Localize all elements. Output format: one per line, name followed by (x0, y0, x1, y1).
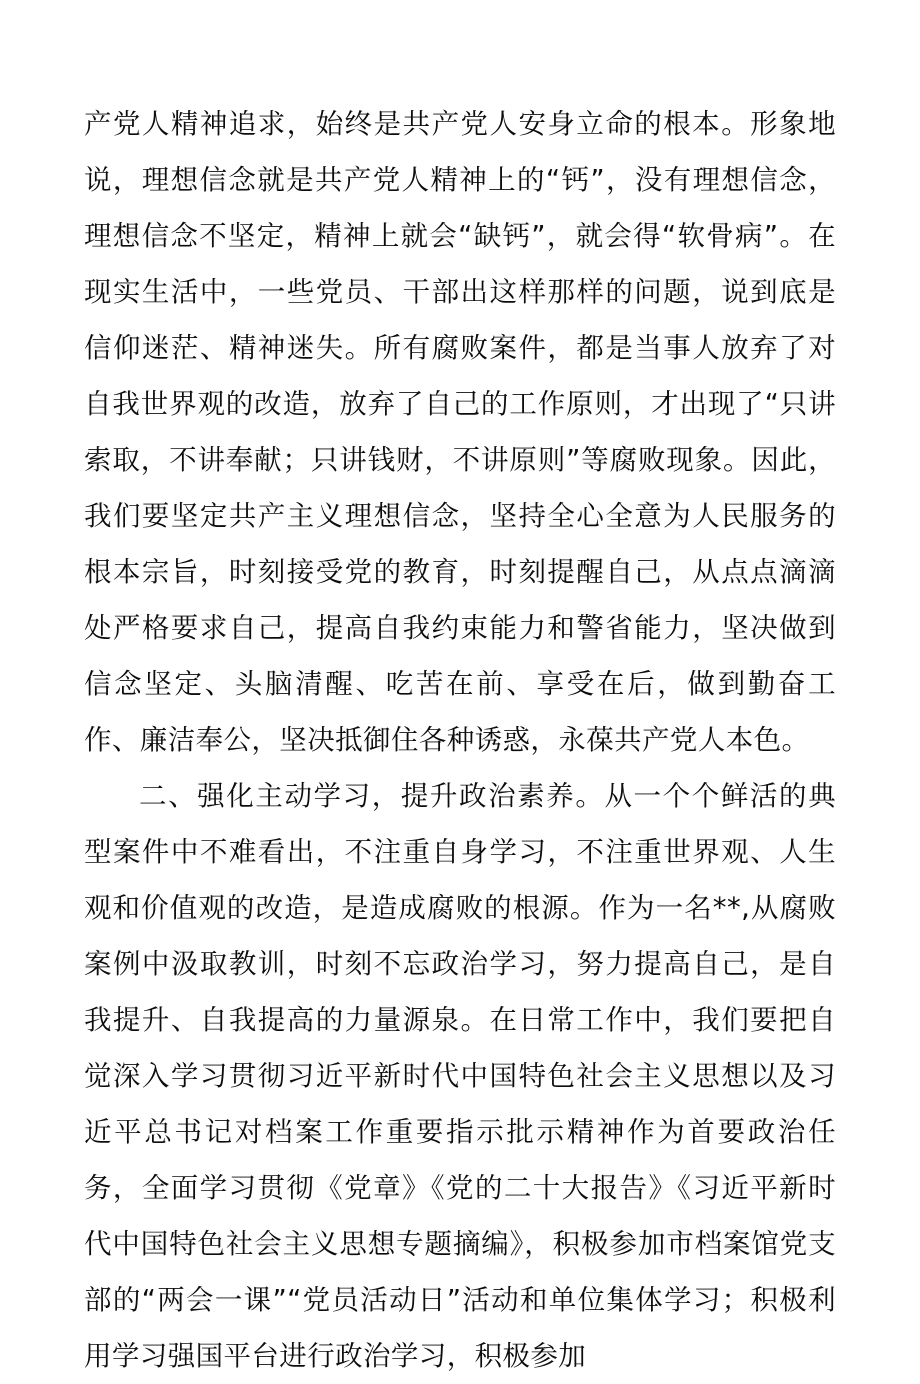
paragraph-continuation: 产党人精神追求，始终是共产党人安身立命的根本。形象地说，理想信念就是共产党人精神上的“钙”，没有理想信念，理想信念不坚定，精神上就会“缺钙”，就会得“软骨病”。在现实生活中，一些党员、干部出这样那样的问题，说到底是信仰迷茫、精神迷失。所有腐败案件，都是当事人放弃了对自我世界观的改造，放弃了自己的工作原则，才出现了“只讲索取，不讲奉献；只讲钱财，不讲原则”等腐败现象。因此，我们要坚定共产主义理想信念，坚持全心全意为人民服务的根本宗旨，时刻接受党的教育，时刻提醒自己，从点点滴滴处严格要求自己，提高自我约束能力和警省能力，坚决做到信念坚定、头脑清醒、吃苦在前、享受在后，做到勤奋工作、廉洁奉公，坚决抵御住各种诱惑，永葆共产党人本色。 (84, 108, 836, 756)
paragraph-section-two: 二、强化主动学习，提升政治素养。从一个个鲜活的典型案件中不难看出，不注重自身学习，不注重世界观、人生观和价值观的改造，是造成腐败的根源。作为一名**,从腐败案例中汲取教训，时刻不忘政治学习，努力提高自己，是自我提升、自我提高的力量源泉。在日常工作中，我们要把自觉深入学习贯彻习近平新时代中国特色社会主义思想以及习近平总书记对档案工作重要指示批示精神作为首要政治任务，全面学习贯彻《党章》《党的二十大报告》《习近平新时代中国特色社会主义思想专题摘编》，积极参加市档案馆党支部的“两会一课”“党员活动日”活动和单位集体学习；积极利用学习强国平台进行政治学习，积极参加 (84, 780, 836, 1372)
document-body (84, 96, 836, 1384)
